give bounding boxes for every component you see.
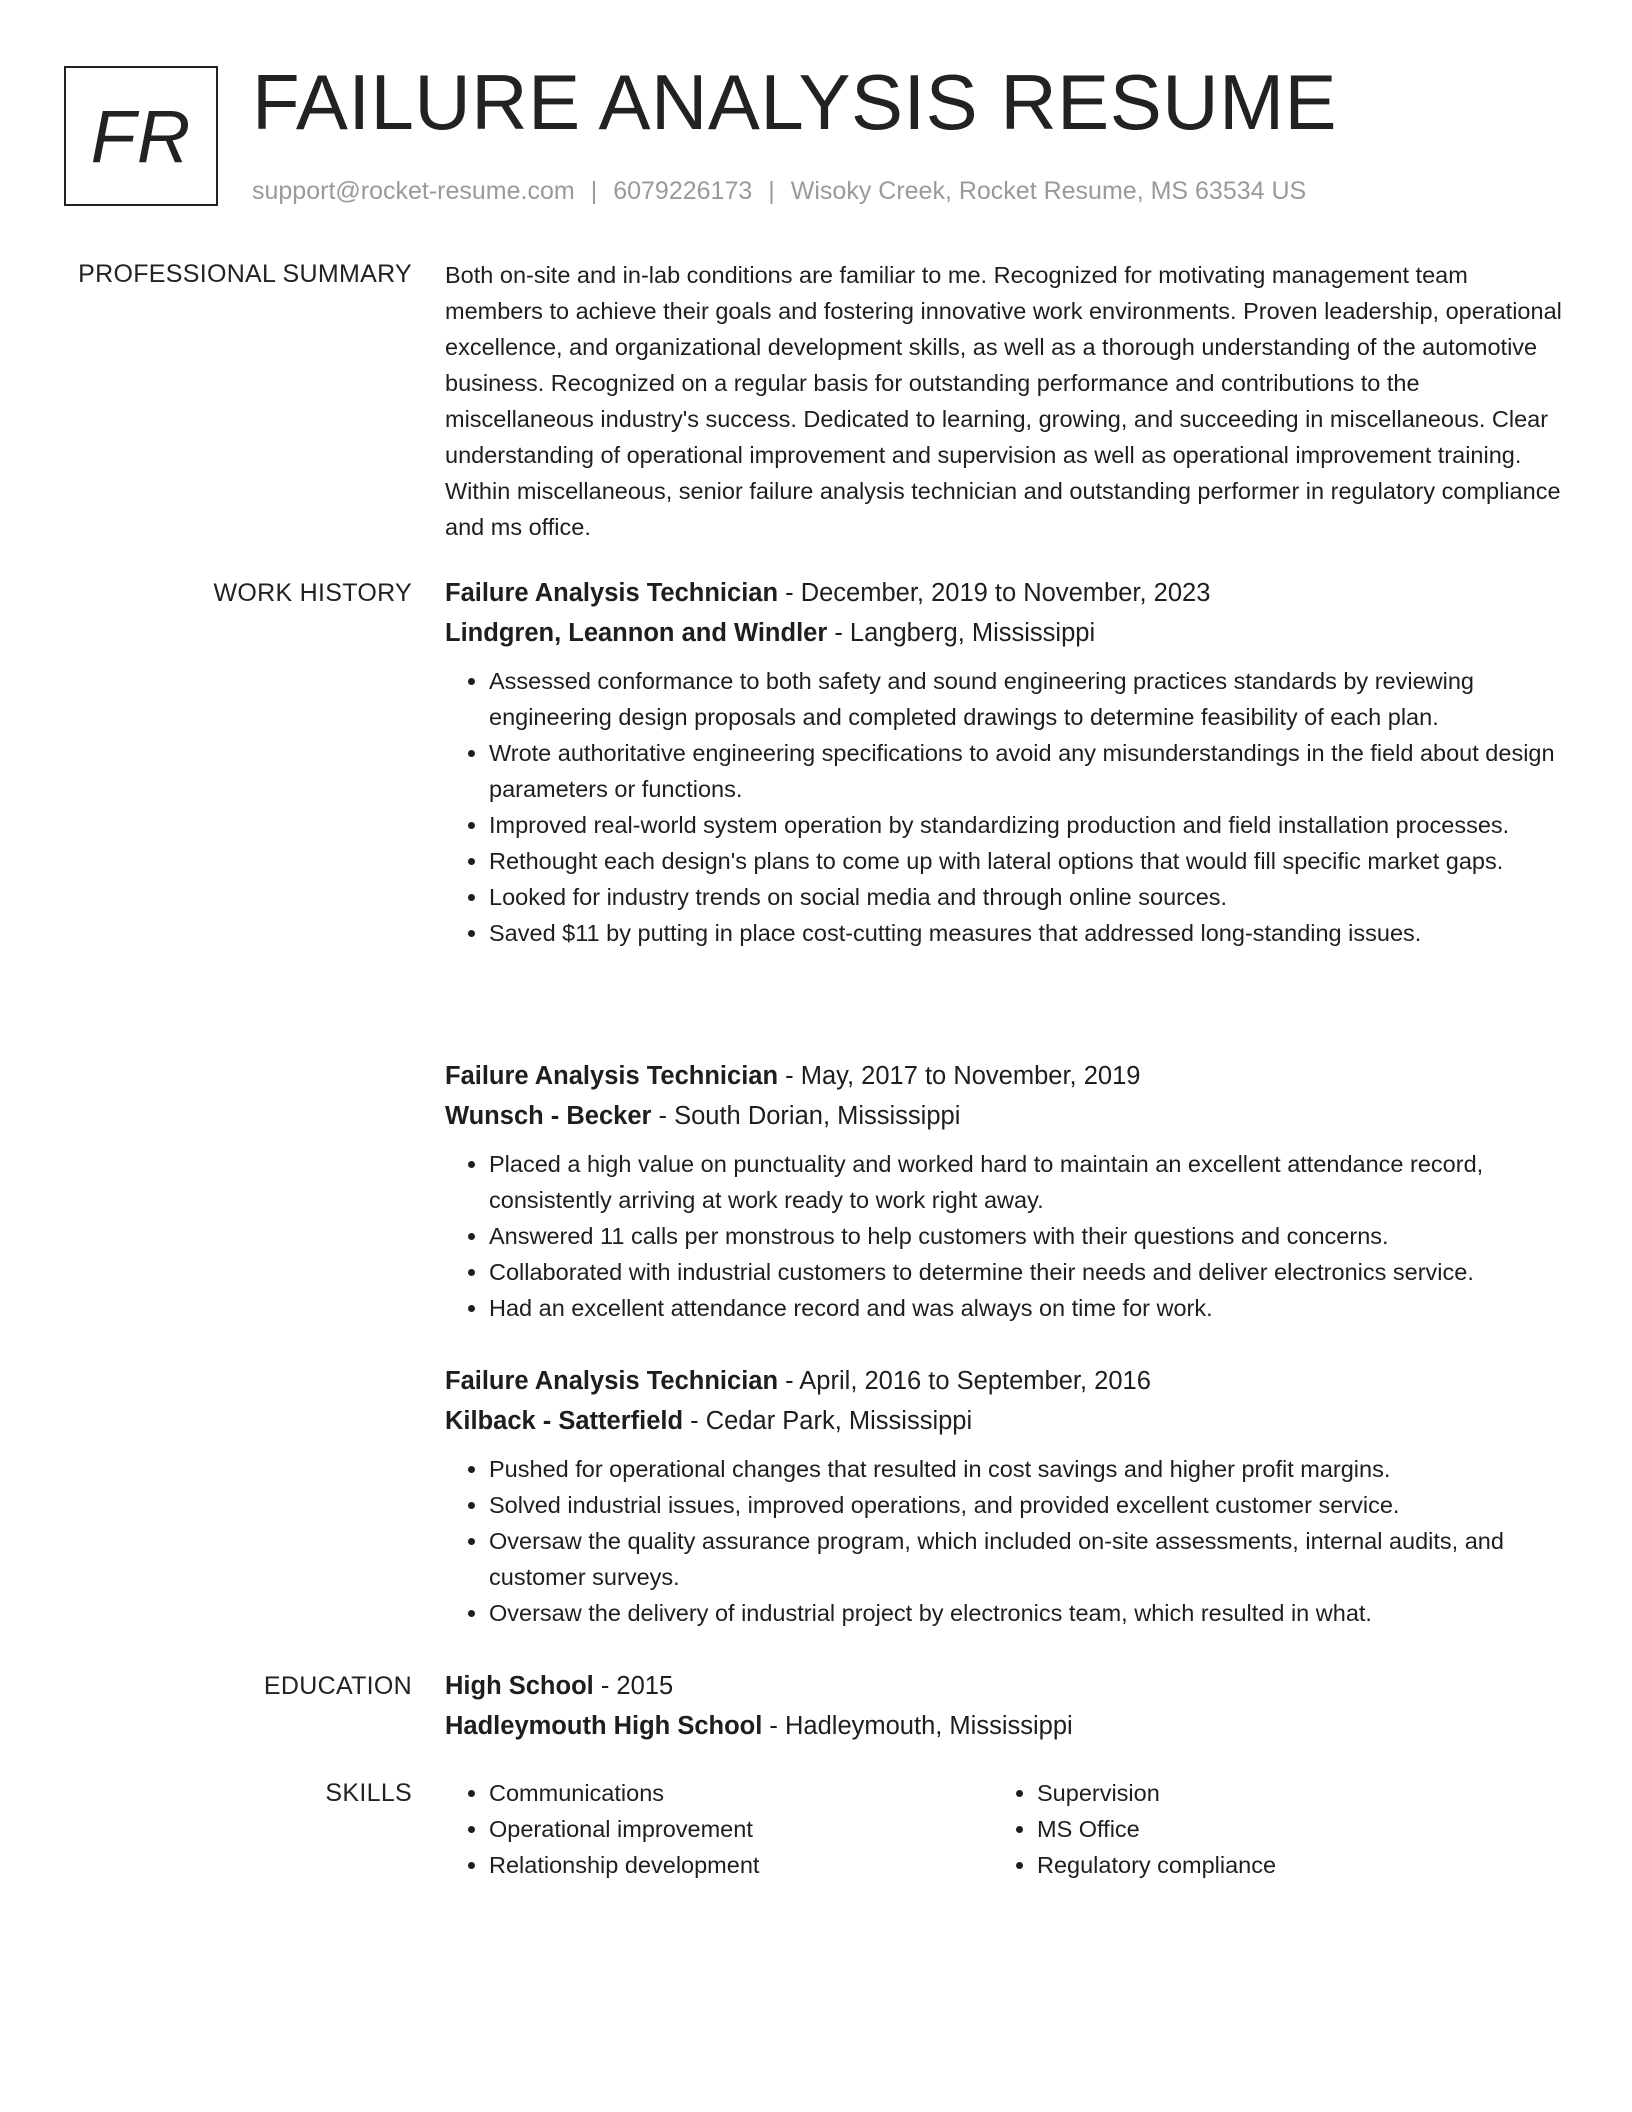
section-label-education: EDUCATION (263, 1672, 412, 1700)
skill-item: • MS Office (1037, 1811, 1541, 1847)
job-title-line (445, 573, 1565, 613)
job-title-line (445, 1056, 1565, 1096)
contact-address: Wisoky Creek, Rocket Resume, MS 63534 US (790, 177, 1307, 205)
job-dates: - December, 2019 to November, 2023 (778, 579, 1211, 607)
job-location: - Langberg, Mississippi (827, 619, 1096, 647)
skill-item: • Communications (489, 1775, 993, 1811)
skill-item: • Operational improvement (489, 1811, 993, 1847)
job-company: Kilback - Satterfield (445, 1407, 684, 1435)
skills-grid (445, 1775, 1565, 1883)
skills-column-right (993, 1775, 1541, 1883)
job-company: Lindgren, Leannon and Windler (445, 619, 828, 647)
job-company-line (445, 613, 1565, 653)
job-bullet: • Collaborated with industrial customers to determine their needs and deliver electronics service. (489, 1254, 1565, 1290)
section-label-summary: PROFESSIONAL SUMMARY (78, 260, 412, 288)
education-degree-line (445, 1666, 1565, 1706)
skill-item: • Regulatory compliance (1037, 1847, 1541, 1883)
section-label-work: WORK HISTORY (213, 579, 412, 607)
job-bullet: • Oversaw the quality assurance program, which included on-site assessments, internal audits, and customer surveys. (489, 1523, 1565, 1595)
job-bullets (445, 663, 1565, 951)
job-bullet: • Had an excellent attendance record and was always on time for work. (489, 1290, 1565, 1326)
job-entry (445, 1361, 1565, 1631)
skill-item: • Supervision (1037, 1775, 1541, 1811)
contact-phone: 6079226173 (613, 177, 753, 205)
job-title-line (445, 1361, 1565, 1401)
job-company-line (445, 1096, 1565, 1136)
summary-text: Both on-site and in-lab conditions are familiar to me. Recognized for motivating management team members to achieve their goals and fostering innovative work environments. Proven leadership, operational excellence, and organizational development skills, as well as a thorough understanding of the automotive business. Recognized on a regular basis for outstanding performance and contributions to the miscellaneous industry's success. Dedicated to learning, growing, and succeeding in miscellaneous. Clear understanding of operational improvement and supervision as well as operational improvement training. Within miscellaneous, senior failure analysis technician and outstanding performer in regulatory compliance and ms office. (445, 262, 1562, 540)
section-label-skills: SKILLS (325, 1779, 412, 1807)
job-bullet: • Saved $11 by putting in place cost-cutting measures that addressed long-standing issues. (489, 915, 1565, 951)
job-dates: - April, 2016 to September, 2016 (778, 1367, 1151, 1395)
education-year: - 2015 (593, 1672, 674, 1700)
education-school: Hadleymouth High School (445, 1712, 763, 1740)
job-bullet: • Assessed conformance to both safety and sound engineering practices standards by reviewing engineering design proposals and completed drawings to determine feasibility of each plan. (489, 663, 1565, 735)
job-location: - South Dorian, Mississippi (651, 1102, 961, 1130)
job-bullet: • Wrote authoritative engineering specifications to avoid any misunderstandings in the field about design parameters or functions. (489, 735, 1565, 807)
job-bullets (445, 1146, 1565, 1326)
job-company-line (445, 1401, 1565, 1441)
job-title: Failure Analysis Technician (445, 579, 779, 607)
job-bullet: • Rethought each design's plans to come up with lateral options that would fill specific market gaps. (489, 843, 1565, 879)
contact-separator: | (590, 177, 598, 205)
resume-title: FAILURE ANALYSIS RESUME (252, 58, 1338, 146)
skills-column-left (445, 1775, 993, 1883)
job-entry (445, 573, 1565, 951)
contact-email: support@rocket-resume.com (252, 177, 575, 205)
job-entry (445, 1056, 1565, 1326)
education-school-line (445, 1706, 1565, 1746)
education-entry (445, 1666, 1565, 1746)
monogram-box: FR (64, 66, 218, 206)
skills-section (445, 1775, 1565, 1883)
job-company: Wunsch - Becker (445, 1102, 652, 1130)
job-dates: - May, 2017 to November, 2019 (778, 1062, 1141, 1090)
summary-section (445, 257, 1565, 545)
job-title: Failure Analysis Technician (445, 1367, 779, 1395)
contact-separator: | (768, 177, 775, 205)
education-location: - Hadleymouth, Mississippi (762, 1712, 1073, 1740)
job-bullet: • Looked for industry trends on social media and through online sources. (489, 879, 1565, 915)
education-degree: High School (445, 1672, 594, 1700)
job-bullet: • Oversaw the delivery of industrial project by electronics team, which resulted in what. (489, 1595, 1565, 1631)
job-bullet: • Improved real-world system operation by standardizing production and field installation processes. (489, 807, 1565, 843)
job-bullets (445, 1451, 1565, 1631)
job-title: Failure Analysis Technician (445, 1062, 779, 1090)
job-bullet: • Pushed for operational changes that resulted in cost savings and higher profit margins. (489, 1451, 1565, 1487)
job-bullet: • Placed a high value on punctuality and worked hard to maintain an excellent attendance record, consistently arriving at work ready to work right away. (489, 1146, 1565, 1218)
job-location: - Cedar Park, Mississippi (683, 1407, 973, 1435)
job-bullet: • Answered 11 calls per monstrous to help customers with their questions and concerns. (489, 1218, 1565, 1254)
job-bullet: • Solved industrial issues, improved operations, and provided excellent customer service. (489, 1487, 1565, 1523)
contact-line (252, 174, 1306, 208)
skill-item: • Relationship development (489, 1847, 993, 1883)
